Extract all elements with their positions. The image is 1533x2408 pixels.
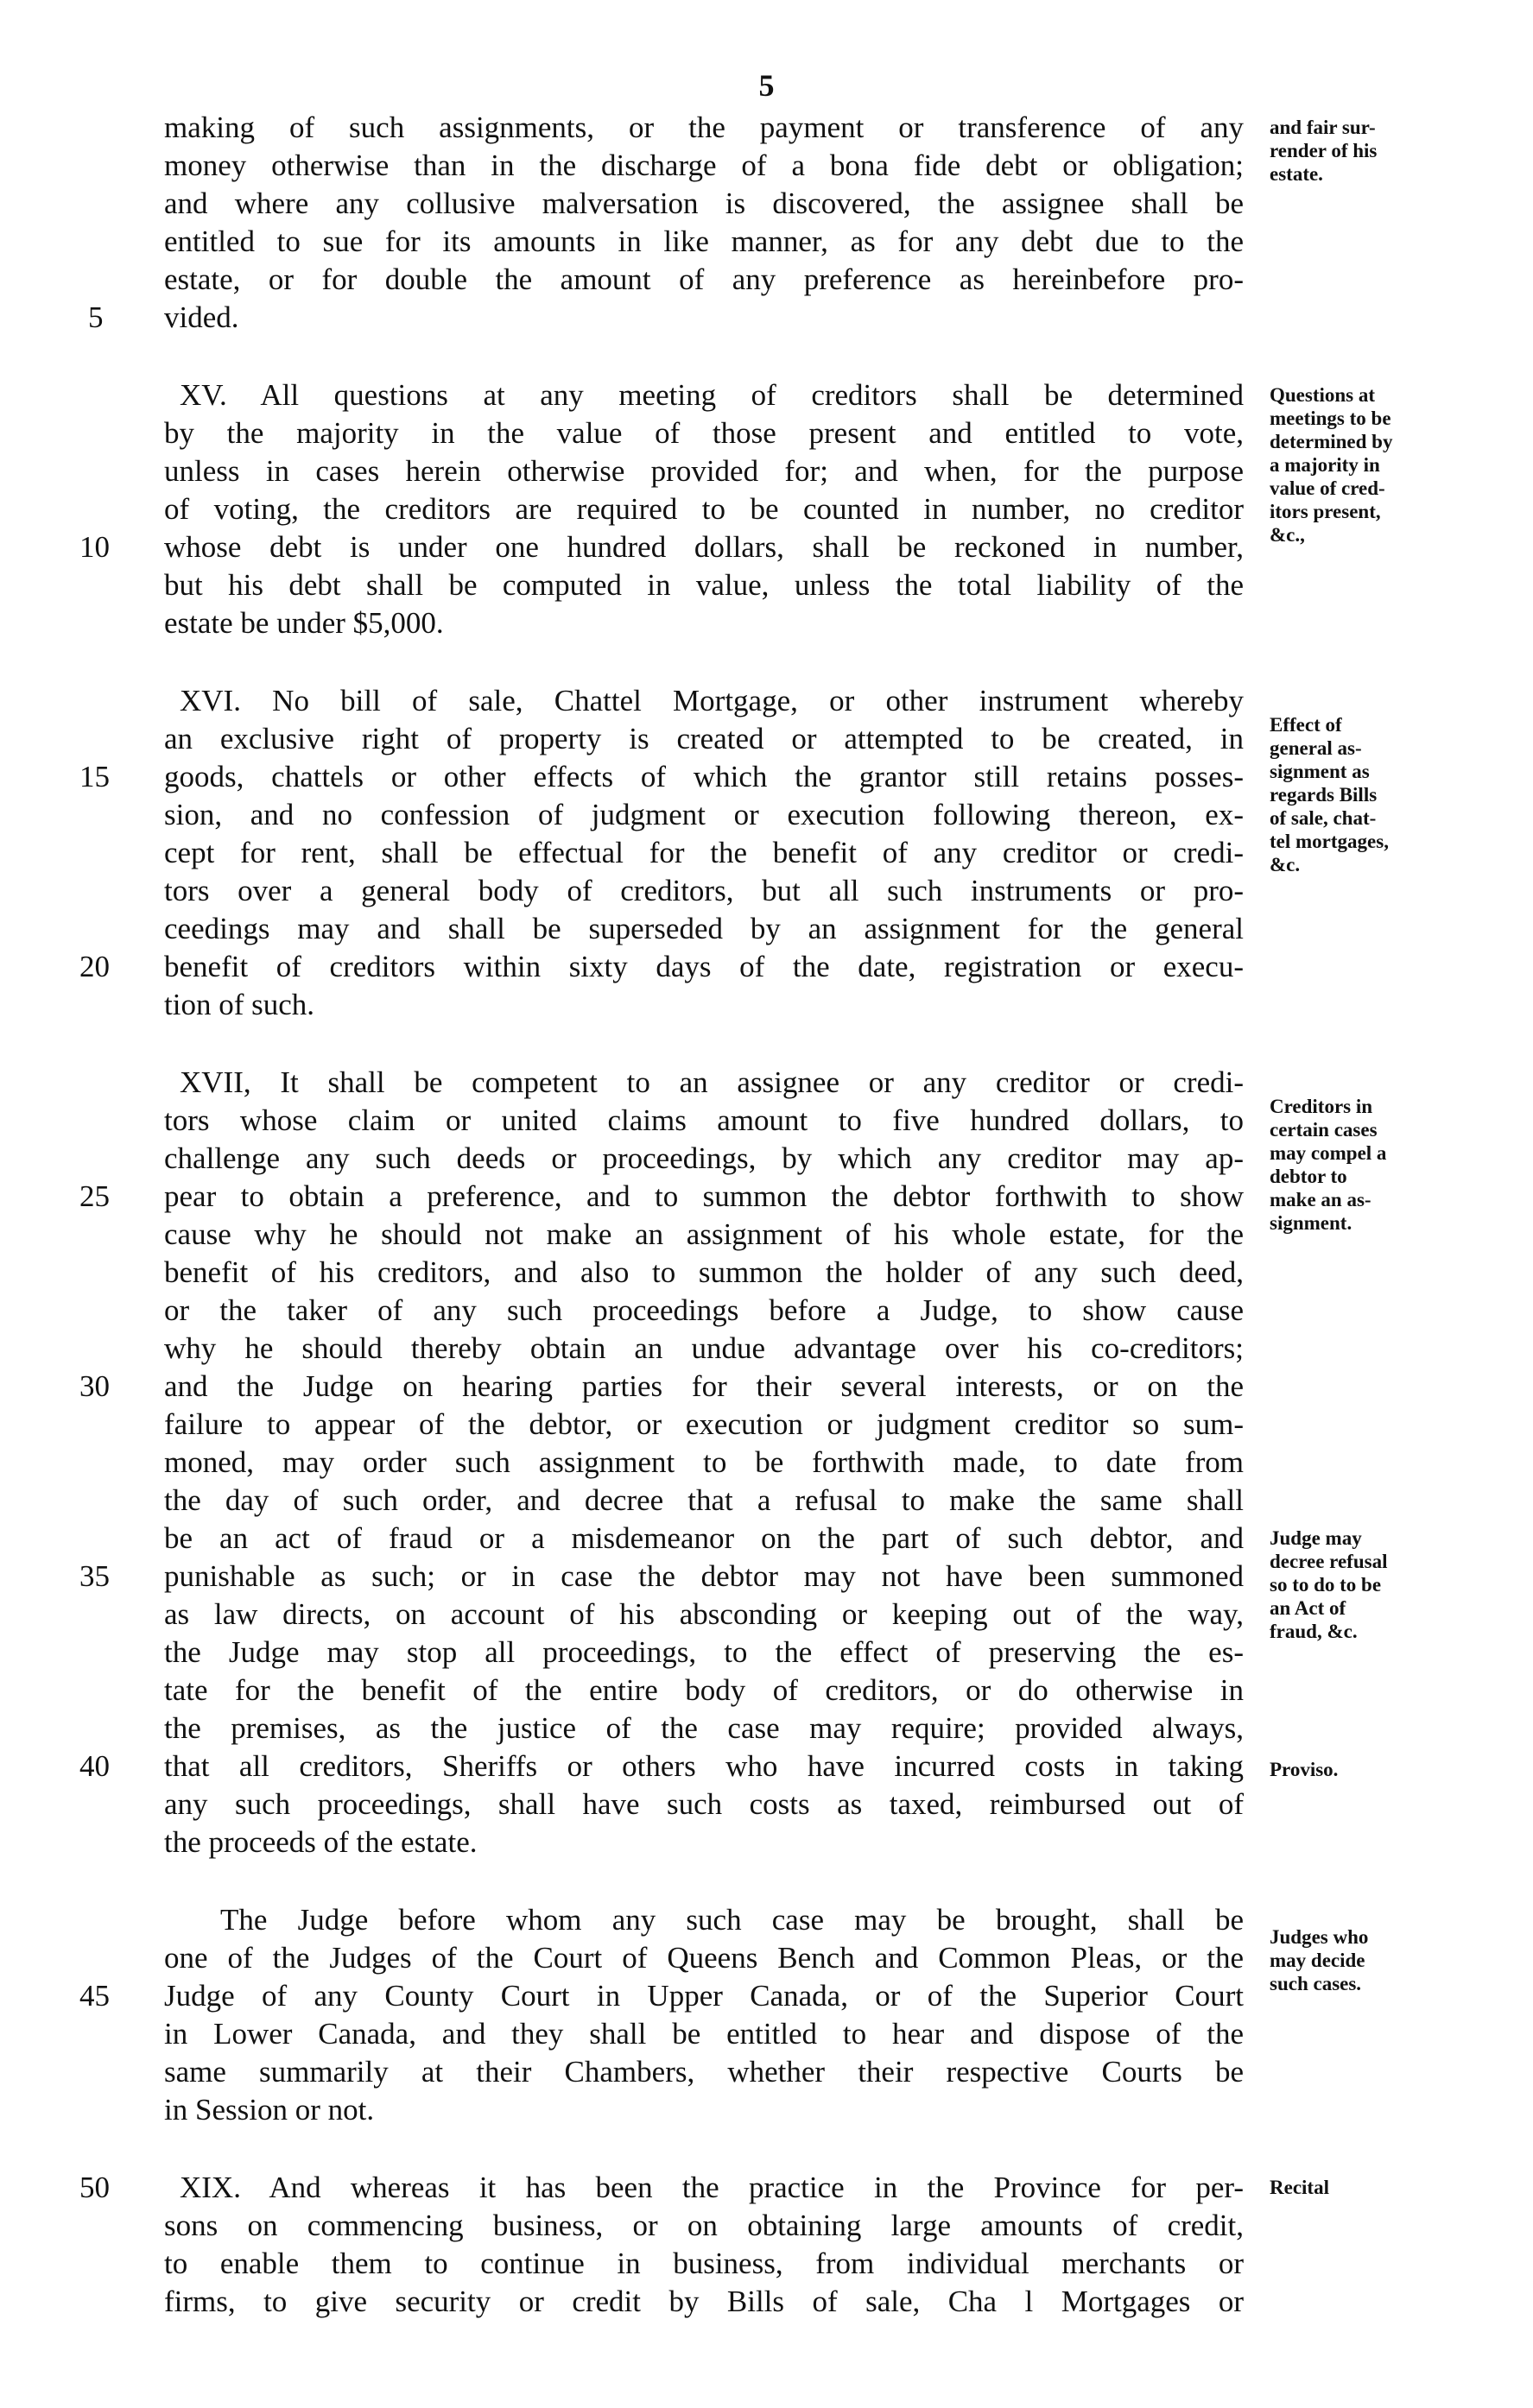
margin-note-proviso bbox=[1270, 1758, 1529, 1781]
text-line: XIX. And whereas it has been the practice in the Province for per- bbox=[180, 2171, 1244, 2204]
text-line: by the majority in the value of those present and entitled to vote, bbox=[164, 416, 1244, 450]
text-line: challenge any such deeds or proceedings, by which any creditor may ap- bbox=[164, 1141, 1244, 1175]
line-number: 50 bbox=[79, 2171, 110, 2204]
text-line: the premises, as the justice of the case may require; provided always, bbox=[164, 1711, 1244, 1745]
margin-note-line: Effect of bbox=[1270, 714, 1342, 736]
margin-note-line: &c. bbox=[1270, 854, 1301, 875]
margin-note-line: Judge may bbox=[1270, 1527, 1362, 1549]
text-line: moned, may order such assignment to be forthwith made, to date from bbox=[164, 1445, 1244, 1479]
text-line: tion of such. bbox=[164, 988, 315, 1021]
text-line: the proceeds of the estate. bbox=[164, 1825, 478, 1859]
text-line: that all creditors, Sheriffs or others who have incurred costs in taking bbox=[164, 1749, 1244, 1783]
margin-note-line: meetings to be bbox=[1270, 408, 1391, 429]
margin-note-line: value of cred- bbox=[1270, 477, 1385, 499]
text-line: and where any collusive malversation is discovered, the assignee shall be bbox=[164, 186, 1244, 220]
text-line: an exclusive right of property is created or attempted to be created, in bbox=[164, 722, 1244, 755]
margin-note-line: certain cases bbox=[1270, 1119, 1378, 1141]
text-line: benefit of his creditors, and also to summon the holder of any such deed, bbox=[164, 1255, 1244, 1289]
margin-note-recital bbox=[1270, 2176, 1529, 2199]
margin-note-effect-of-assignment bbox=[1270, 713, 1529, 876]
text-line: tate for the benefit of the entire body of creditors, or do otherwise in bbox=[164, 1673, 1244, 1707]
margin-note-judges-who-decide bbox=[1270, 1925, 1529, 1995]
text-line: benefit of creditors within sixty days of the date, registration or execu- bbox=[164, 950, 1244, 983]
text-line: unless in cases herein otherwise provided for; and when, for the purpose bbox=[164, 454, 1244, 488]
line-number: 40 bbox=[79, 1749, 110, 1783]
margin-note-line: regards Bills bbox=[1270, 784, 1378, 806]
text-line: be an act of fraud or a misdemeanor on the part of such debtor, and bbox=[164, 1521, 1244, 1555]
text-line: ceedings may and shall be superseded by an assignment for the general bbox=[164, 912, 1244, 945]
margin-note-line: Judges who bbox=[1270, 1926, 1369, 1948]
line-number: 5 bbox=[88, 300, 104, 334]
line-number: 15 bbox=[79, 760, 110, 793]
text-line: whose debt is under one hundred dollars, shall be reckoned in number, bbox=[164, 530, 1244, 564]
margin-note-line: of sale, chat- bbox=[1270, 807, 1377, 829]
text-line: but his debt shall be computed in value, unless the total liability of the bbox=[164, 568, 1244, 602]
margin-note-line: signment. bbox=[1270, 1212, 1352, 1234]
text-line: same summarily at their Chambers, whether their respective Courts be bbox=[164, 2055, 1244, 2089]
text-line: tors over a general body of creditors, but all such instruments or pro- bbox=[164, 874, 1244, 907]
margin-note-line: such cases. bbox=[1270, 1973, 1362, 1994]
text-line: entitled to sue for its amounts in like manner, as for any debt due to the bbox=[164, 224, 1244, 258]
margin-note-judge-may-decree bbox=[1270, 1526, 1529, 1643]
margin-note-line: Proviso. bbox=[1270, 1759, 1339, 1780]
margin-note-line: itors present, bbox=[1270, 501, 1381, 522]
text-line: sons on commencing business, or on obtaining large amounts of credit, bbox=[164, 2209, 1244, 2242]
margin-note-line: debtor to bbox=[1270, 1166, 1347, 1187]
margin-note-line: Recital bbox=[1270, 2177, 1329, 2198]
text-line: estate be under $5,000. bbox=[164, 606, 444, 640]
text-line: failure to appear of the debtor, or execution or judgment creditor so sum- bbox=[164, 1407, 1244, 1441]
text-line: The Judge before whom any such case may be brought, shall be bbox=[220, 1903, 1244, 1937]
margin-note-line: general as- bbox=[1270, 737, 1362, 759]
margin-note-line: fraud, &c. bbox=[1270, 1621, 1358, 1642]
margin-note-line: may decide bbox=[1270, 1950, 1365, 1971]
margin-note-line: signment as bbox=[1270, 761, 1370, 782]
text-line: firms, to give security or credit by Bills of sale, Cha l Mortgages or bbox=[164, 2285, 1244, 2318]
margin-note-creditors-compel bbox=[1270, 1095, 1529, 1235]
text-line: punishable as such; or in case the debtor may not have been summoned bbox=[164, 1559, 1244, 1593]
line-number: 45 bbox=[79, 1979, 110, 2013]
text-line: the day of such order, and decree that a refusal to make the same shall bbox=[164, 1483, 1244, 1517]
margin-note-line: estate. bbox=[1270, 163, 1323, 185]
margin-note-questions bbox=[1270, 383, 1529, 547]
text-line: making of such assignments, or the payment or transference of any bbox=[164, 111, 1244, 144]
text-line: and the Judge on hearing parties for their several interests, or on the bbox=[164, 1369, 1244, 1403]
margin-note-line: tel mortgages, bbox=[1270, 831, 1389, 852]
margin-note-line: an Act of bbox=[1270, 1597, 1346, 1619]
text-line: Judge of any County Court in Upper Canada, or of the Superior Court bbox=[164, 1979, 1244, 2013]
text-line: or the taker of any such proceedings before a Judge, to show cause bbox=[164, 1293, 1244, 1327]
margin-note-line: Creditors in bbox=[1270, 1096, 1373, 1117]
text-line: pear to obtain a preference, and to summon the debtor forthwith to show bbox=[164, 1179, 1244, 1213]
margin-note-line: render of his bbox=[1270, 140, 1378, 161]
text-line: cause why he should not make an assignment of his whole estate, for the bbox=[164, 1217, 1244, 1251]
text-line: of voting, the creditors are required to be counted in number, no creditor bbox=[164, 492, 1244, 526]
margin-note-line: a majority in bbox=[1270, 454, 1380, 476]
margin-note-line: decree refusal bbox=[1270, 1551, 1388, 1572]
margin-note-line: Questions at bbox=[1270, 384, 1376, 406]
line-number: 20 bbox=[79, 950, 110, 983]
text-line: money otherwise than in the discharge of a bona fide debt or obligation; bbox=[164, 149, 1244, 182]
text-line: the Judge may stop all proceedings, to the effect of preserving the es- bbox=[164, 1635, 1244, 1669]
text-line: XVI. No bill of sale, Chattel Mortgage, or other instrument whereby bbox=[180, 684, 1244, 717]
text-line: vided. bbox=[164, 300, 239, 334]
text-line: estate, or for double the amount of any preference as hereinbefore pro- bbox=[164, 262, 1244, 296]
margin-note-line: so to do to be bbox=[1270, 1574, 1382, 1596]
text-line: in Lower Canada, and they shall be entitled to hear and dispose of the bbox=[164, 2017, 1244, 2051]
text-line: XV. All questions at any meeting of creditors shall be determined bbox=[180, 378, 1244, 412]
page-number: 5 bbox=[758, 68, 775, 103]
text-line: cept for rent, shall be effectual for the benefit of any creditor or credi- bbox=[164, 836, 1244, 869]
line-number: 25 bbox=[79, 1179, 110, 1213]
text-line: goods, chattels or other effects of which the grantor still retains posses- bbox=[164, 760, 1244, 793]
margin-note-line: and fair sur- bbox=[1270, 117, 1376, 138]
text-line: XVII, It shall be competent to an assignee or any creditor or credi- bbox=[180, 1065, 1244, 1099]
margin-note-line: may compel a bbox=[1270, 1142, 1387, 1164]
line-number: 35 bbox=[79, 1559, 110, 1593]
text-line: any such proceedings, shall have such costs as taxed, reimbursed out of bbox=[164, 1787, 1244, 1821]
line-number: 10 bbox=[79, 530, 110, 564]
text-line: to enable them to continue in business, from individual merchants or bbox=[164, 2247, 1244, 2280]
text-line: in Session or not. bbox=[164, 2093, 375, 2127]
text-line: sion, and no confession of judgment or execution following thereon, ex- bbox=[164, 798, 1244, 831]
margin-note-line: determined by bbox=[1270, 431, 1393, 452]
text-line: one of the Judges of the Court of Queens Bench and Common Pleas, or the bbox=[164, 1941, 1244, 1975]
margin-note-line: &c., bbox=[1270, 524, 1305, 546]
margin-note-line: make an as- bbox=[1270, 1189, 1371, 1210]
text-line: as law directs, on account of his absconding or keeping out of the way, bbox=[164, 1597, 1244, 1631]
margin-note-fair-surrender bbox=[1270, 116, 1529, 186]
line-number: 30 bbox=[79, 1369, 110, 1403]
text-line: tors whose claim or united claims amount to five hundred dollars, to bbox=[164, 1103, 1244, 1137]
text-line: why he should thereby obtain an undue advantage over his co-creditors; bbox=[164, 1331, 1244, 1365]
